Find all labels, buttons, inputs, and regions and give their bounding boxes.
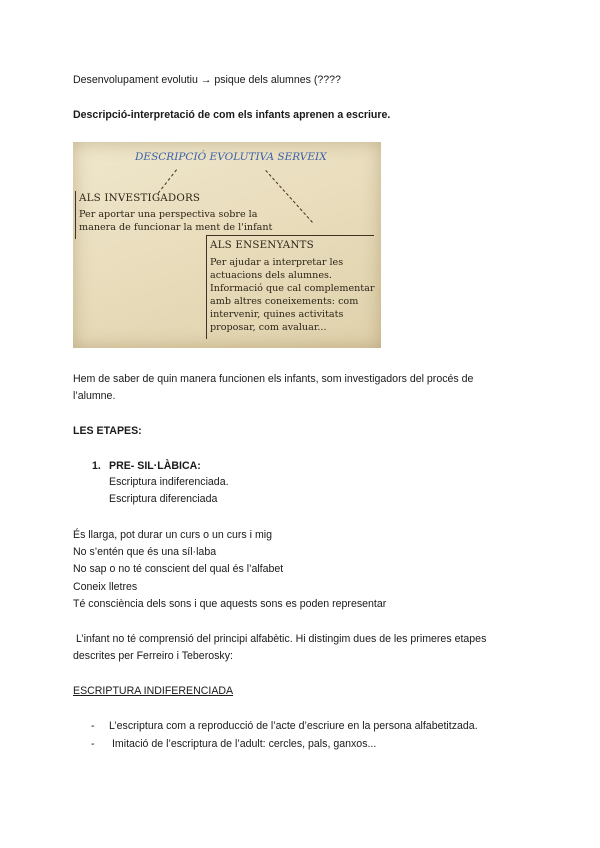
right-text-line-2: actuacions dels alumnes. <box>210 270 332 281</box>
stage-1-sub-2: Escriptura diferenciada <box>109 493 218 505</box>
left-box-border <box>75 191 76 239</box>
paragraph-1-line-1: Hem de saber de quin manera funcionen els infants, som investigadors del procés de <box>73 373 474 385</box>
left-text-line-1: Per aportar una perspectiva sobre la <box>79 209 258 220</box>
bullet-2: Imitació de l’escriptura de l’adult: cercles, pals, ganxos... <box>109 738 377 750</box>
evolutive-description-figure <box>73 142 381 348</box>
right-text-line-5: intervenir, quines activitats <box>210 309 344 320</box>
subtitle: Descripció-interpretació de com els infants aprenen a escriure. <box>73 109 391 121</box>
fact-3: No sap o no té conscient del qual és l’alfabet <box>73 563 284 575</box>
paragraph-2-line-2: descrites per Ferreiro i Teberosky: <box>73 650 233 662</box>
right-box-border <box>206 235 207 339</box>
paragraph-2-line-1: L’infant no té comprensió del principi alfabètic. Hi distingim dues de les primeres etapes <box>73 633 487 645</box>
left-text-line-2: manera de funcionar la ment de l'infant <box>79 222 273 233</box>
stage-1-sub-1: Escriptura indiferenciada. <box>109 476 229 488</box>
arrow-left <box>158 169 177 193</box>
left-heading: ALS INVESTIGADORS <box>79 192 201 204</box>
fact-4: Coneix lletres <box>73 581 138 593</box>
right-text-line-4: amb altres coneixements: com <box>210 296 359 307</box>
section-heading: ESCRIPTURA INDIFERENCIADA <box>73 685 234 697</box>
figure-title: DESCRIPCIÓ EVOLUTIVA SERVEIX <box>135 151 327 163</box>
stage-1-number: 1. <box>92 460 101 472</box>
fact-2: No s’entén que és una síl·laba <box>73 546 217 558</box>
right-box-top <box>206 235 374 236</box>
right-heading: ALS ENSENYANTS <box>210 239 314 251</box>
bullet-1: L’escriptura com a reproducció de l’acte d’escriure en la persona alfabetitzada. <box>109 720 478 732</box>
paragraph-1-line-2: l’alumne. <box>73 390 116 402</box>
right-text-line-1: Per ajudar a interpretar les <box>210 257 344 268</box>
arrow-right <box>265 170 313 223</box>
bullet-marker-2: - <box>91 738 95 750</box>
stages-heading: LES ETAPES: <box>73 425 142 437</box>
fact-5: Té consciència dels sons i que aquests sons es poden representar <box>73 598 387 610</box>
right-text-line-6: proposar, com avaluar... <box>210 322 327 333</box>
right-text-line-3: Informació que cal complementar <box>210 283 375 294</box>
fact-1: És llarga, pot durar un curs o un curs i mig <box>73 529 273 541</box>
stage-1-title: PRE- SIL·LÀBICA: <box>109 460 201 472</box>
bullet-marker-1: - <box>91 720 95 732</box>
heading-line: Desenvolupament evolutiu → psique dels alumnes (???? <box>73 74 341 86</box>
